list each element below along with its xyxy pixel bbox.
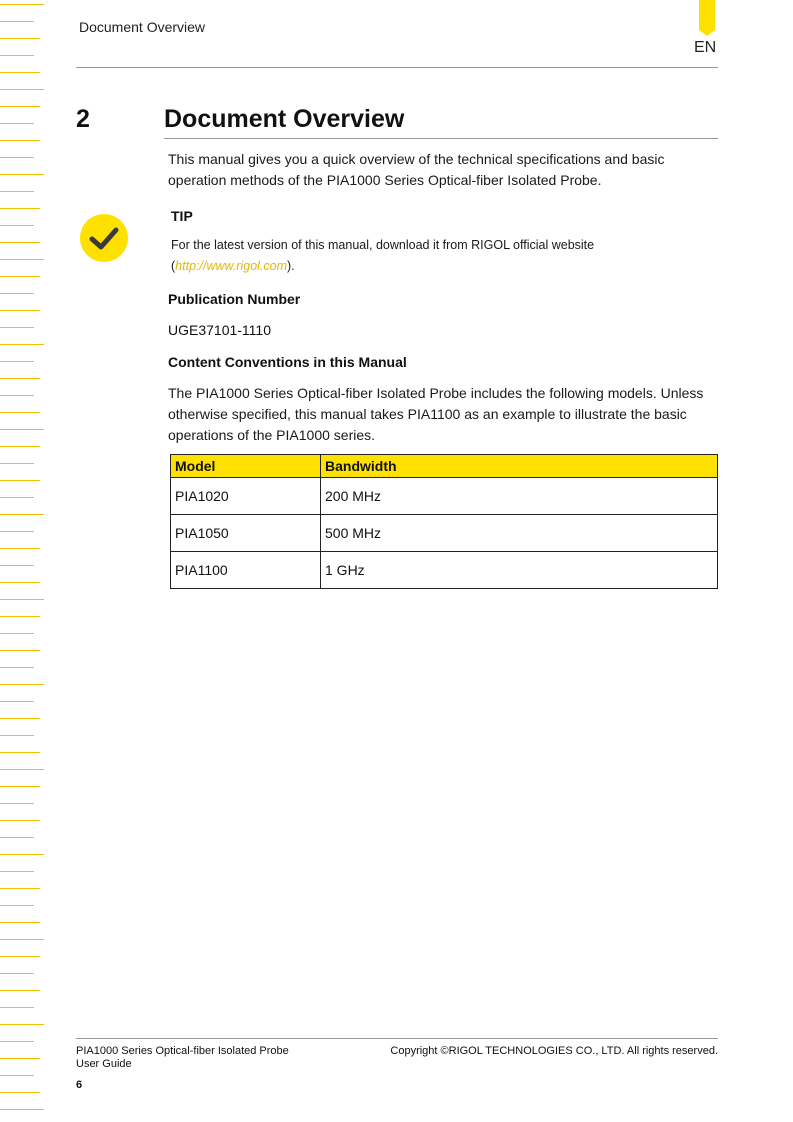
ruler-tick: [0, 361, 34, 362]
ruler-tick: [0, 72, 40, 73]
header-divider: [76, 67, 718, 68]
chapter-number: 2: [76, 105, 90, 133]
ruler-tick: [0, 259, 44, 260]
ruler-tick: [0, 242, 40, 243]
page-number: 6: [76, 1079, 83, 1091]
ruler-tick: [0, 820, 40, 821]
publication-heading: Publication Number: [168, 291, 301, 307]
ruler-tick: [0, 803, 34, 804]
tip-badge: [80, 214, 128, 262]
ruler-tick: [0, 752, 40, 753]
footer-guide-title: PIA1000 Series Optical-fiber Isolated Probe User Guide: [76, 1045, 289, 1070]
ruler-tick: [0, 565, 34, 566]
ruler-tick: [0, 412, 40, 413]
website-link[interactable]: http://www.rigol.com: [175, 259, 288, 273]
ruler-tick: [0, 514, 44, 515]
ruler-tick: [0, 310, 40, 311]
ruler-tick: [0, 684, 44, 685]
ruler-tick: [0, 38, 40, 39]
ruler-tick: [0, 1109, 44, 1110]
ruler-tick: [0, 939, 44, 940]
ruler-tick: [0, 276, 40, 277]
column-header-bandwidth: Bandwidth: [321, 455, 718, 478]
ruler-tick: [0, 633, 34, 634]
ruler-tick: [0, 888, 40, 889]
ruler-tick: [0, 786, 40, 787]
ruler-tick: [0, 106, 40, 107]
ruler-tick: [0, 429, 44, 430]
ruler-tick: [0, 293, 34, 294]
tip-text-before: For the latest version of this manual, download it from RIGOL official website (: [171, 238, 595, 273]
ruler-tick: [0, 1024, 44, 1025]
ruler-tick: [0, 446, 40, 447]
bandwidth-cell: 500 MHz: [321, 515, 718, 552]
ruler-tick: [0, 395, 34, 396]
ruler-tick: [0, 463, 34, 464]
ruler-tick: [0, 582, 40, 583]
model-cell: PIA1100: [171, 552, 321, 589]
ruler-tick: [0, 718, 40, 719]
ruler-tick: [0, 769, 44, 770]
ruler-tick: [0, 667, 34, 668]
margin-ruler: [0, 0, 48, 1122]
ruler-tick: [0, 4, 44, 5]
table-row: [171, 552, 718, 589]
model-cell: PIA1020: [171, 478, 321, 515]
language-tab-marker: [699, 0, 715, 30]
ruler-tick: [0, 89, 44, 90]
ruler-tick: [0, 497, 34, 498]
footer-copyright: Copyright ©RIGOL TECHNOLOGIES CO., LTD. All rights reserved.: [390, 1045, 718, 1057]
ruler-tick: [0, 123, 34, 124]
bandwidth-cell: 200 MHz: [321, 478, 718, 515]
ruler-tick: [0, 344, 44, 345]
intro-paragraph: This manual gives you a quick overview of the technical specifications and basic operation methods of the PIA1000 Series Optical-fiber Isolated Probe.: [168, 151, 665, 188]
ruler-tick: [0, 174, 44, 175]
ruler-tick: [0, 21, 34, 22]
chapter-title: Document Overview: [164, 105, 405, 133]
ruler-tick: [0, 701, 34, 702]
ruler-tick: [0, 599, 44, 600]
publication-number: UGE37101-1110: [168, 322, 271, 338]
ruler-tick: [0, 905, 34, 906]
ruler-tick: [0, 616, 40, 617]
ruler-tick: [0, 327, 34, 328]
ruler-tick: [0, 208, 40, 209]
ruler-tick: [0, 956, 40, 957]
ruler-tick: [0, 837, 34, 838]
language-label: EN: [694, 39, 717, 56]
ruler-tick: [0, 378, 40, 379]
ruler-tick: [0, 225, 34, 226]
checkmark-icon: [80, 214, 128, 262]
running-header-title: Document Overview: [79, 19, 206, 35]
ruler-tick: [0, 1058, 40, 1059]
conventions-heading: Content Conventions in this Manual: [168, 354, 407, 370]
ruler-tick: [0, 1075, 34, 1076]
ruler-tick: [0, 735, 34, 736]
ruler-tick: [0, 157, 34, 158]
table-header-row: [171, 455, 718, 478]
ruler-tick: [0, 973, 34, 974]
ruler-tick: [0, 531, 34, 532]
ruler-tick: [0, 1092, 40, 1093]
ruler-tick: [0, 140, 40, 141]
ruler-tick: [0, 871, 34, 872]
title-divider: [164, 138, 718, 139]
footer-divider: [76, 1038, 718, 1039]
ruler-tick: [0, 548, 40, 549]
tip-label: TIP: [171, 208, 193, 224]
ruler-tick: [0, 191, 34, 192]
bandwidth-cell: 1 GHz: [321, 552, 718, 589]
ruler-tick: [0, 650, 40, 651]
ruler-tick: [0, 55, 34, 56]
ruler-tick: [0, 1007, 34, 1008]
ruler-tick: [0, 480, 40, 481]
tip-text: [171, 235, 691, 277]
column-header-model: Model: [171, 455, 321, 478]
tip-text-after: ).: [287, 259, 295, 273]
ruler-tick: [0, 854, 44, 855]
table-row: [171, 478, 718, 515]
models-table: [170, 454, 718, 589]
ruler-tick: [0, 1041, 34, 1042]
table-row: [171, 515, 718, 552]
ruler-tick: [0, 990, 40, 991]
model-cell: PIA1050: [171, 515, 321, 552]
ruler-tick: [0, 922, 40, 923]
conventions-paragraph: The PIA1000 Series Optical-fiber Isolated Probe includes the following models. Unless otherwise specified, this manual takes PIA1100 as an example to illustrate the basic operations of the PIA1000 series.: [168, 385, 704, 443]
